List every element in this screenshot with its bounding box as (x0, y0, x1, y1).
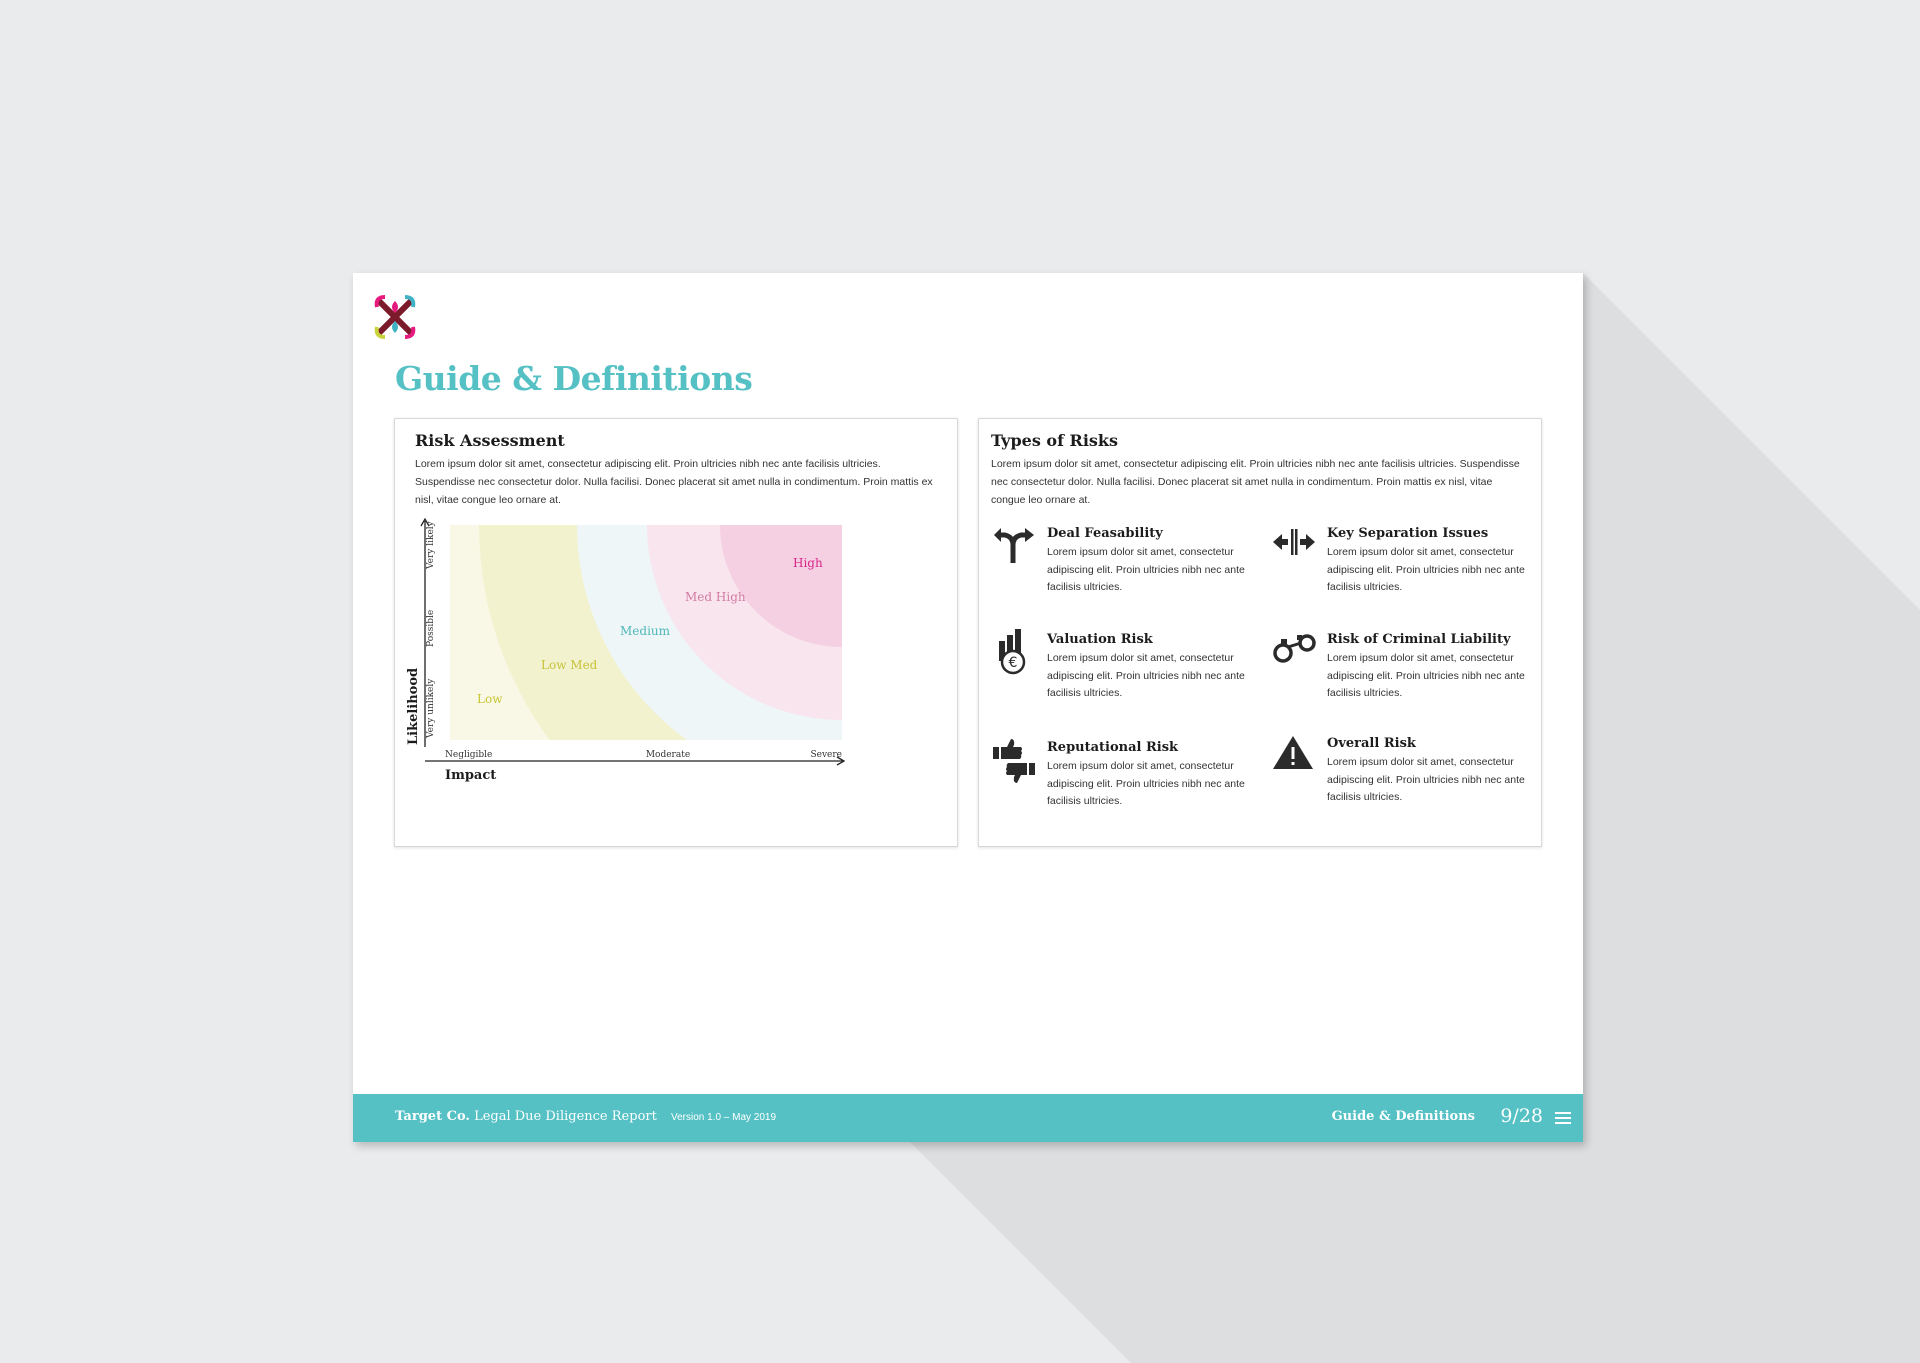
x-tick-moderate: Moderate (645, 750, 691, 760)
risk-item-overall (1271, 733, 1525, 823)
risk-item-desc: Lorem ipsum dolor sit amet, consectetur adipiscing elit. Proin ultricies nibh nec ante facilisis ultricies. (1327, 652, 1525, 699)
brand-logo-icon (371, 293, 419, 341)
risk-assessment-card (394, 418, 958, 847)
risk-item-key-separation (1271, 523, 1525, 613)
risk-item-desc: Lorem ipsum dolor sit amet, consectetur adipiscing elit. Proin ultricies nibh nec ante facilisis ultricies. (1047, 652, 1245, 699)
risk-item-desc: Lorem ipsum dolor sit amet, consectetur adipiscing elit. Proin ultricies nibh nec ante facilisis ultricies. (1327, 756, 1525, 803)
zone-label-low: Low (477, 692, 503, 706)
risk-item-title: Valuation Risk (1047, 632, 1153, 647)
handcuffs-icon (1271, 629, 1317, 675)
risk-heatmap-chart (395, 509, 957, 839)
current-page: 9 (1500, 1105, 1513, 1127)
footer-page-counter: 9/28 (1500, 1105, 1543, 1127)
risk-item-reputational (991, 737, 1245, 827)
footer-report-title: Legal Due Diligence Report (474, 1109, 657, 1124)
types-of-risks-body: Lorem ipsum dolor sit amet, consectetur adipiscing elit. Proin ultricies nibh nec ante facilisis ultricies. Suspendisse nec consectetur dolor. Nulla facilisi. Donec placerat sit amet nulla in condimentum. Proin mattis ex nisl, vitae congue leo ornare at. (991, 458, 1520, 506)
risk-item-desc: Lorem ipsum dolor sit amet, consectetur adipiscing elit. Proin ultricies nibh nec ante facilisis ultricies. (1047, 546, 1245, 593)
risk-item-criminal-liability (1271, 629, 1525, 719)
y-tick-very-likely: Very likely (426, 521, 436, 569)
split-arrows-icon (991, 523, 1037, 569)
footer-company: Target Co. (395, 1109, 470, 1124)
risk-item-title: Risk of Criminal Liability (1327, 632, 1511, 647)
footer-section-link[interactable]: Guide & Definitions (1331, 1109, 1475, 1124)
risk-item-desc: Lorem ipsum dolor sit amet, consectetur adipiscing elit. Proin ultricies nibh nec ante facilisis ultricies. (1047, 760, 1245, 807)
thumbs-up-down-icon (991, 737, 1037, 783)
x-tick-negligible: Negligible (445, 750, 493, 760)
total-pages: 28 (1518, 1105, 1543, 1127)
x-axis-label: Impact (445, 768, 497, 783)
risk-item-desc: Lorem ipsum dolor sit amet, consectetur adipiscing elit. Proin ultricies nibh nec ante facilisis ultricies. (1327, 546, 1525, 593)
y-tick-possible: Possible (426, 609, 436, 647)
types-of-risks-card (978, 418, 1542, 847)
risk-item-title: Key Separation Issues (1327, 526, 1489, 541)
page-title: Guide & Definitions (395, 359, 753, 398)
footer-report-info (395, 1109, 776, 1124)
report-page (353, 273, 1583, 1142)
y-tick-very-unlikely: Very unlikely (426, 678, 436, 738)
zone-label-low-med: Low Med (541, 658, 598, 672)
risk-assessment-title: Risk Assessment (415, 431, 565, 450)
svg-text:€: € (1008, 655, 1018, 671)
risk-item-title: Reputational Risk (1047, 740, 1179, 755)
hamburger-menu-icon[interactable] (1555, 1112, 1571, 1124)
euro-chart-icon (991, 629, 1037, 675)
zone-label-high: High (793, 556, 823, 570)
separation-arrows-icon (1271, 523, 1317, 569)
warning-icon (1271, 733, 1317, 779)
y-axis-label: Likelihood (406, 667, 421, 745)
footer-version: Version 1.0 – May 2019 (670, 1112, 777, 1123)
risk-item-title: Overall Risk (1327, 736, 1416, 751)
risk-item-deal-feasability (991, 523, 1245, 613)
types-of-risks-title: Types of Risks (991, 431, 1118, 450)
risk-assessment-body: Lorem ipsum dolor sit amet, consectetur adipiscing elit. Proin ultricies nibh nec ante facilisis ultricies. Suspendisse nec consectetur dolor. Nulla facilisi. Donec placerat sit amet nulla in condimentum. Proin mattis ex nisl, vitae congue leo ornare at. (415, 458, 933, 506)
page-footer (353, 1094, 1583, 1142)
zone-label-med-high: Med High (685, 590, 746, 604)
x-tick-severe: Severe (810, 750, 842, 760)
zone-label-medium: Medium (620, 624, 671, 638)
risk-item-title: Deal Feasability (1047, 526, 1163, 541)
risk-item-valuation (991, 629, 1245, 719)
